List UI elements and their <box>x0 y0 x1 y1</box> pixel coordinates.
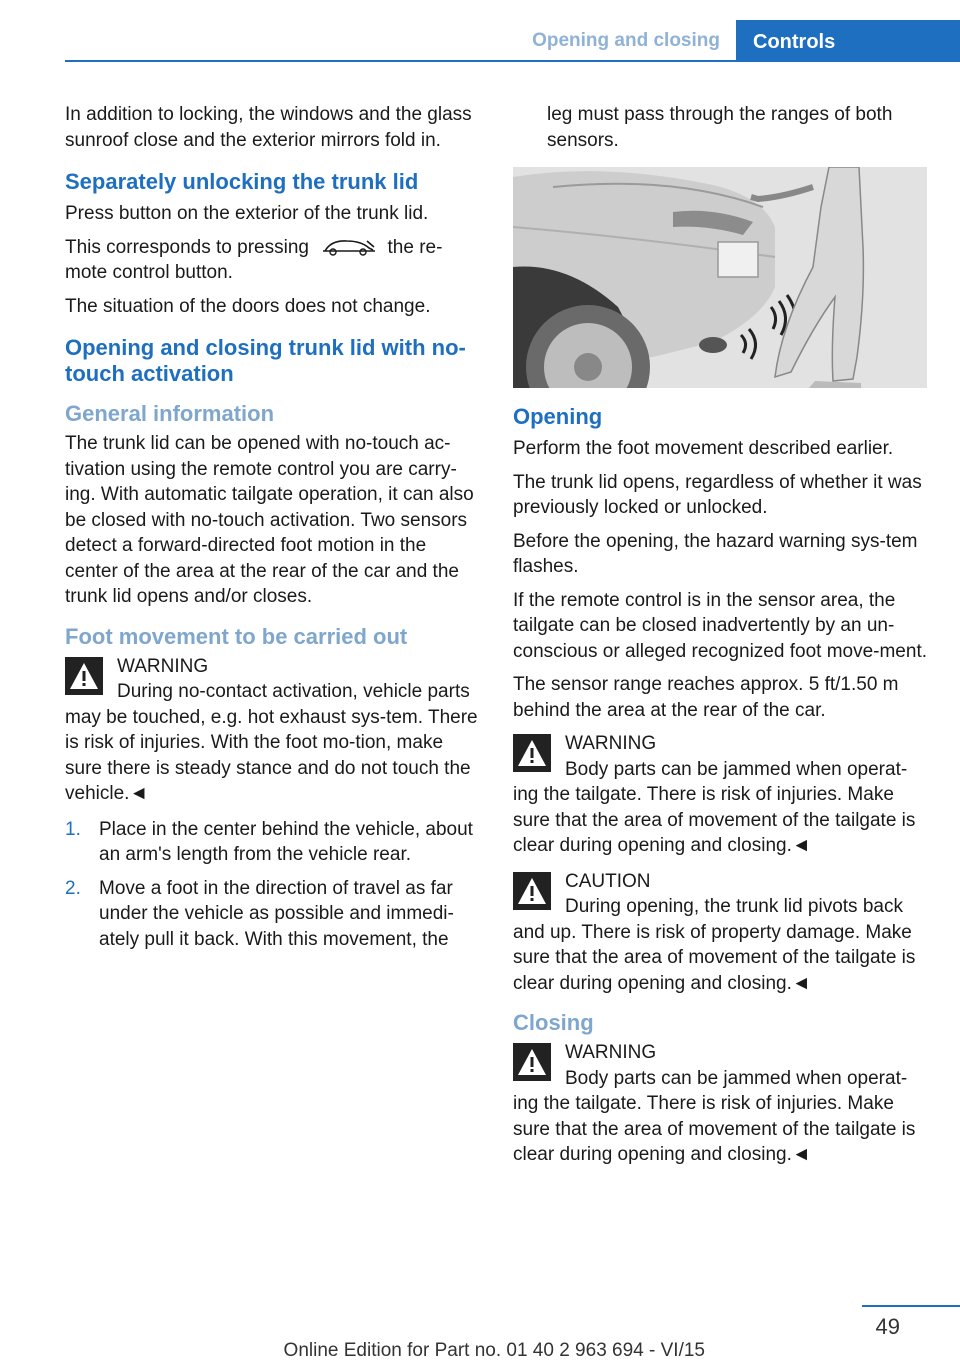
warning-label: WARNING <box>565 733 657 754</box>
corresponds-paragraph <box>65 235 479 286</box>
press-button-paragraph: Press button on the exterior of the trunk lid. <box>65 203 429 224</box>
perform-paragraph: Perform the foot movement described earlier. <box>513 438 894 459</box>
list-item <box>65 817 479 868</box>
warning-box <box>65 654 479 807</box>
heading-general-information: General information <box>65 401 275 426</box>
warning-icon <box>65 657 103 695</box>
warning-icon <box>513 734 551 772</box>
step-text: Place in the center behind the vehicle, about an arm's length from the vehicle rear. <box>99 818 473 865</box>
warning-label: WARNING <box>117 655 209 677</box>
caution-icon <box>513 872 551 910</box>
sensor-range-paragraph: The sensor range reaches approx. 5 ft/1.50 m behind the area at the rear of the car. <box>513 674 899 721</box>
warning-icon <box>513 1043 551 1081</box>
caution-label: CAUTION <box>565 870 651 892</box>
header-chapter-tab[interactable]: Controls <box>736 20 960 62</box>
heading-foot-movement: Foot movement to be carried out <box>65 623 408 649</box>
situation-paragraph: The situation of the doors does not change. <box>65 295 431 317</box>
warning-box <box>513 731 927 859</box>
before-opening-paragraph: Before the opening, the hazard warning sys-tem flashes. <box>513 530 918 577</box>
car-trunk-icon <box>317 237 379 257</box>
intro-paragraph: In addition to locking, the windows and the glass sunroof close and the exterior mirrors fold in. <box>65 104 472 151</box>
step-number: 2. <box>65 877 81 899</box>
left-column <box>65 102 479 960</box>
warning-label: WARNING <box>565 1042 657 1063</box>
edition-note: Online Edition for Part no. 01 40 2 963 694 - VI/15 <box>283 1340 705 1361</box>
heading-closing: Closing <box>513 1010 594 1035</box>
heading-opening: Opening <box>513 404 603 429</box>
step-text: Move a foot in the direction of travel as far under the vehicle as possible and immedi-ately pull it back. With this movement, the <box>99 877 454 950</box>
page-number: 49 <box>875 1314 900 1339</box>
corresponds-text-b: the re-mote control button. <box>65 236 443 283</box>
footer-rule <box>862 1305 960 1307</box>
steps-list <box>65 817 479 953</box>
caution-text: During opening, the trunk lid pivots back and up. There is risk of property damage. Make sure that the area of movement of the tailgate is clear during opening and closing.◄ <box>513 896 916 994</box>
general-paragraph: The trunk lid can be opened with no-touch ac-tivation using the remote control you are carry-ing. With automatic tailgate operation, it can also be closed with no-touch activation. Two sensors detect a forward-directed foot motion in the center of the area at the rear of the car and the trunk lid opens and/or closes. <box>65 433 474 607</box>
list-item <box>65 876 479 953</box>
header-section-title: Opening and closing <box>532 30 720 51</box>
warning-text: Body parts can be jammed when operat-ing the tailgate. There is risk of injuries. Make sure that the area of movement of the tailgate is clear during opening and closing.◄ <box>513 758 916 856</box>
heading-no-touch: Opening and closing trunk lid with no-touch activation <box>65 335 466 386</box>
right-column <box>513 102 927 1178</box>
warning-box <box>513 1040 927 1168</box>
warning-text: During no-contact activation, vehicle parts may be touched, e.g. hot exhaust sys-tem. There is risk of injuries. With the foot mo-tion, make sure there is steady stance and do not touch the vehicle.◄ <box>65 681 478 804</box>
warning-text: Body parts can be jammed when operat-ing the tailgate. There is risk of injuries. Make sure that the area of movement of the tailgate is clear during opening and closing.◄ <box>513 1067 916 1165</box>
step-number: 1. <box>65 818 81 840</box>
car-foot-sensor-illustration <box>513 167 927 388</box>
remote-in-area-paragraph: If the remote control is in the sensor area, the tailgate can be closed inadvertently by an un-conscious or alleged recognized foot move-ment. <box>513 589 928 662</box>
continued-step-text: leg must pass through the ranges of both sensors. <box>547 104 893 151</box>
opens-paragraph: The trunk lid opens, regardless of whether it was previously locked or unlocked. <box>513 471 922 518</box>
heading-separately-unlocking: Separately unlocking the trunk lid <box>65 169 419 194</box>
header-rule <box>65 60 960 62</box>
corresponds-text-a: This corresponds to pressing <box>65 236 309 258</box>
caution-box <box>513 869 927 997</box>
